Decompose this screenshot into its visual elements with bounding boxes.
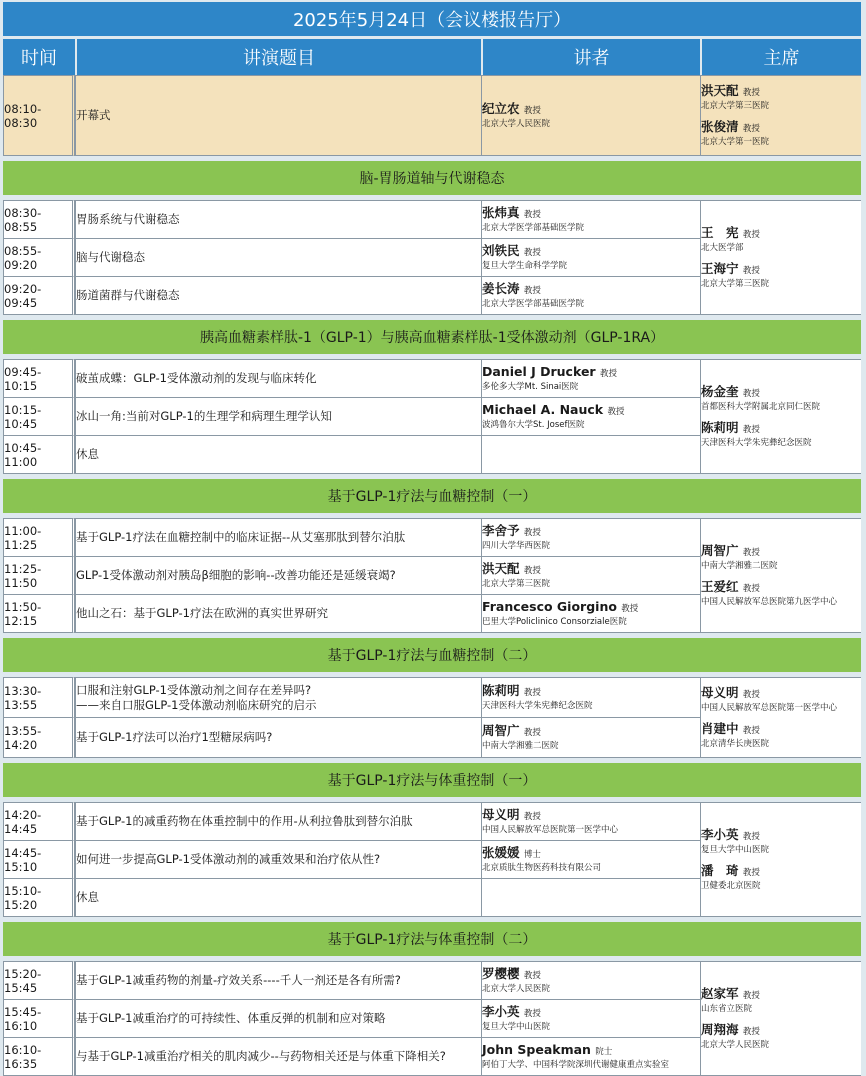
- chair-name-line: [701, 225, 861, 243]
- speaker-title: 博士: [523, 850, 541, 860]
- topic-cell: [75, 1038, 481, 1076]
- chair-affiliation: 中南大学湘雅二医院: [701, 561, 778, 571]
- speaker-name: Daniel J Drucker: [482, 364, 596, 379]
- topic-text: 基于GLP-1减重治疗的可持续性、体重反弹的机制和应对策略: [76, 1011, 386, 1025]
- speaker-name-line: [482, 205, 700, 223]
- speaker-name-line: [482, 1004, 700, 1022]
- topic-cell: [75, 595, 481, 633]
- speaker-title: 教授: [621, 604, 639, 614]
- chair-title: 教授: [742, 832, 760, 842]
- chair-title: 教授: [742, 88, 760, 98]
- chair-entry: [701, 986, 861, 1015]
- topic-text: 基于GLP-1减重药物的剂量-疗效关系----千人一剂还是各有所需?: [76, 973, 401, 987]
- topic-cell: [75, 277, 481, 315]
- speaker-name: 母义明: [482, 807, 520, 822]
- schedule-table: [3, 2, 861, 1076]
- chair-affiliation: 北京大学第三医院: [701, 101, 770, 111]
- chair-cell: [700, 518, 861, 633]
- chair-cell: [700, 677, 861, 758]
- speaker-affiliation: 北京质肽生物医药科技有限公司: [482, 863, 602, 873]
- time-cell: 15:45-16:10: [3, 1000, 75, 1038]
- chair-title: 教授: [742, 868, 760, 878]
- chair-affiliation: 首都医科大学附属北京同仁医院: [701, 402, 821, 412]
- speaker-affiliation: 波鸿鲁尔大学St. Josef医院: [482, 420, 585, 430]
- chair-entry: [701, 420, 861, 449]
- chair-entry: [701, 83, 861, 112]
- speaker-affiliation: 多伦多大学Mt. Sinai医院: [482, 382, 579, 392]
- time-cell: 10:45-11:00: [3, 436, 75, 474]
- time-cell: 11:50-12:15: [3, 595, 75, 633]
- speaker-cell: [481, 436, 700, 474]
- chair-cell: [700, 359, 861, 474]
- speaker-name: 张炜真: [482, 205, 520, 220]
- speaker-affiliation: 天津医科大学朱宪彝纪念医院: [482, 701, 593, 711]
- topic-text: 与基于GLP-1减重治疗相关的肌肉减少--与药物相关还是与体重下降相关?: [76, 1049, 446, 1063]
- topic-cell: [75, 398, 481, 436]
- time-cell: 16:10-16:35: [3, 1038, 75, 1076]
- topic-text: 基于GLP-1疗法可以治疗1型糖尿病吗?: [76, 730, 273, 744]
- speaker-cell: [481, 879, 700, 917]
- speaker-name: 陈莉明: [482, 683, 520, 698]
- speaker-name: 周智广: [482, 723, 520, 738]
- speaker-cell: [481, 802, 700, 841]
- chair-name: 周翔海: [701, 1022, 739, 1037]
- chair-title: 教授: [742, 124, 760, 134]
- time-cell: 11:25-11:50: [3, 557, 75, 595]
- speaker-title: 教授: [523, 286, 541, 296]
- chair-name: 李小英: [701, 827, 739, 842]
- chair-title: 教授: [742, 389, 760, 399]
- speaker-name: 刘铁民: [482, 243, 520, 258]
- speaker-title: 教授: [523, 728, 541, 738]
- section-title: 基于GLP-1疗法与体重控制（一）: [3, 758, 861, 802]
- speaker-name-line: [482, 807, 700, 825]
- chair-name: 张俊清: [701, 119, 739, 134]
- chair-name-line: [701, 1022, 861, 1040]
- speaker-name-line: [482, 683, 700, 701]
- speaker-cell: [481, 677, 700, 718]
- time-cell: 15:20-15:45: [3, 961, 75, 1000]
- speaker-name-line: [482, 845, 700, 863]
- title-row: [3, 2, 861, 36]
- speaker-title: 教授: [523, 210, 541, 220]
- topic-cell: [75, 436, 481, 474]
- speaker-title: 院士: [595, 1047, 613, 1057]
- chair-title: 教授: [742, 548, 760, 558]
- time-cell: 09:20-09:45: [3, 277, 75, 315]
- topic-text: 休息: [76, 890, 99, 904]
- speaker-name-line: [482, 599, 700, 617]
- opening-row: [3, 75, 861, 156]
- chair-name-line: [701, 579, 861, 597]
- speaker-name-line: [482, 101, 700, 119]
- speaker-title: 教授: [599, 369, 617, 379]
- section-title: 基于GLP-1疗法与体重控制（二）: [3, 917, 861, 961]
- chair-entry: [701, 261, 861, 290]
- chair-cell: [700, 961, 861, 1076]
- speaker-title: 教授: [523, 1009, 541, 1019]
- chair-title: 教授: [742, 584, 760, 594]
- chair-affiliation: 北京大学第一医院: [701, 137, 770, 147]
- chair-name: 肖建中: [701, 721, 739, 736]
- chair-affiliation: 北京大学第三医院: [701, 279, 770, 289]
- speaker-cell: [481, 718, 700, 758]
- chair-title: 教授: [742, 991, 760, 1001]
- chair-name-line: [701, 986, 861, 1004]
- topic-text: 胃肠系统与代谢稳态: [76, 212, 180, 226]
- chair-entry: [701, 119, 861, 148]
- chair-cell: [700, 75, 861, 156]
- topic-text: 如何进一步提高GLP-1受体激动剂的减重效果和治疗依从性?: [76, 852, 381, 866]
- time-cell: 08:55-09:20: [3, 239, 75, 277]
- chair-title: 教授: [742, 690, 760, 700]
- speaker-affiliation: 巴里大学Policlinico Consorziale医院: [482, 617, 627, 627]
- topic-cell: [75, 841, 481, 879]
- chair-name: 潘 琦: [701, 863, 739, 878]
- speaker-affiliation: 阿伯丁大学、中国科学院深圳代谢健康重点实验室: [482, 1060, 670, 1070]
- chair-affiliation: 北京大学人民医院: [701, 1040, 770, 1050]
- chair-title: 教授: [742, 726, 760, 736]
- speaker-affiliation: 复旦大学生命科学学院: [482, 261, 568, 271]
- speaker-name-line: [482, 364, 700, 382]
- speaker-title: 教授: [523, 812, 541, 822]
- speaker-name: 李舍予: [482, 523, 520, 538]
- speaker-name-line: [482, 561, 700, 579]
- chair-title: 教授: [742, 425, 760, 435]
- time-cell: 11:00-11:25: [3, 518, 75, 557]
- speaker-cell: [481, 1038, 700, 1076]
- speaker-cell: [481, 518, 700, 557]
- chair-name-line: [701, 863, 861, 881]
- chair-name-line: [701, 721, 861, 739]
- chair-entry: [701, 863, 861, 892]
- chair-name-line: [701, 685, 861, 703]
- speaker-cell: [481, 239, 700, 277]
- chair-title: 教授: [742, 230, 760, 240]
- speaker-cell: [481, 277, 700, 315]
- speaker-cell: [481, 595, 700, 633]
- section-header-row: [3, 917, 861, 961]
- topic-cell: [75, 557, 481, 595]
- time-cell: 14:45-15:10: [3, 841, 75, 879]
- session-row: [3, 200, 861, 239]
- chair-name-line: [701, 420, 861, 438]
- column-header-topic: 讲演题目: [75, 36, 481, 75]
- column-header-row: [3, 36, 861, 75]
- session-row: [3, 961, 861, 1000]
- time-cell: 13:55-14:20: [3, 718, 75, 758]
- speaker-affiliation: 北京大学医学部基础医学院: [482, 299, 585, 309]
- section-header-row: [3, 758, 861, 802]
- chair-name-line: [701, 119, 861, 137]
- section-title: 胰高血糖素样肽-1（GLP-1）与胰高血糖素样肽-1受体激动剂（GLP-1RA）: [3, 315, 861, 359]
- chair-name: 赵家军: [701, 986, 739, 1001]
- speaker-affiliation: 四川大学华西医院: [482, 541, 551, 551]
- topic-cell: [75, 518, 481, 557]
- speaker-cell: [481, 359, 700, 398]
- chair-name-line: [701, 261, 861, 279]
- topic-cell: 开幕式: [75, 75, 481, 156]
- speaker-name: 纪立农: [482, 101, 520, 116]
- speaker-cell: [481, 841, 700, 879]
- topic-text: 肠道菌群与代谢稳态: [76, 288, 180, 302]
- speaker-cell: [481, 75, 700, 156]
- speaker-affiliation: 北京大学第三医院: [482, 579, 551, 589]
- column-header-time: 时间: [3, 36, 75, 75]
- time-cell: 13:30-13:55: [3, 677, 75, 718]
- speaker-title: 教授: [523, 248, 541, 258]
- speaker-name: 洪天配: [482, 561, 520, 576]
- speaker-name-line: [482, 281, 700, 299]
- chair-entry: [701, 543, 861, 572]
- speaker-title: 教授: [523, 566, 541, 576]
- topic-text: 破茧成蝶：GLP-1受体激动剂的发现与临床转化: [76, 371, 317, 385]
- speaker-name: Francesco Giorgino: [482, 599, 617, 614]
- chair-name: 陈莉明: [701, 420, 739, 435]
- speaker-cell: [481, 398, 700, 436]
- topic-text: GLP-1受体激动剂对胰岛β细胞的影响--改善功能还是延缓衰竭?: [76, 568, 396, 582]
- chair-name: 王海宁: [701, 261, 739, 276]
- chair-affiliation: 北京清华长庚医院: [701, 739, 770, 749]
- chair-affiliation: 中国人民解放军总医院第九医学中心: [701, 597, 838, 607]
- chair-name-line: [701, 83, 861, 101]
- section-title: 脑-胃肠道轴与代谢稳态: [3, 156, 861, 200]
- chair-affiliation: 天津医科大学朱宪彝纪念医院: [701, 438, 812, 448]
- session-row: [3, 802, 861, 841]
- chair-title: 教授: [742, 1027, 760, 1037]
- column-header-chair: 主席: [700, 36, 861, 75]
- topic-cell: [75, 802, 481, 841]
- chair-title: 教授: [742, 266, 760, 276]
- speaker-title: 教授: [607, 407, 625, 417]
- chair-name: 母义明: [701, 685, 739, 700]
- speaker-affiliation: 中国人民解放军总医院第一医学中心: [482, 825, 619, 835]
- topic-text: 口服和注射GLP-1受体激动剂之间存在差异吗?: [76, 682, 312, 697]
- session-row: [3, 677, 861, 718]
- chair-entry: [701, 384, 861, 413]
- speaker-name: 姜长涛: [482, 281, 520, 296]
- topic-text: 他山之石：基于GLP-1疗法在欧洲的真实世界研究: [76, 606, 328, 620]
- section-header-row: [3, 315, 861, 359]
- speaker-name-line: [482, 523, 700, 541]
- chair-entry: [701, 225, 861, 254]
- topic-cell: [75, 1000, 481, 1038]
- topic-text: 冰山一角:当前对GLP-1的生理学和病理生理学认知: [76, 409, 332, 423]
- speaker-cell: [481, 200, 700, 239]
- section-title: 基于GLP-1疗法与血糖控制（一）: [3, 474, 861, 518]
- chair-entry: [701, 1022, 861, 1051]
- chair-name: 杨金奎: [701, 384, 739, 399]
- chair-affiliation: 复旦大学中山医院: [701, 845, 770, 855]
- speaker-name: 张媛媛: [482, 845, 520, 860]
- session-row: [3, 518, 861, 557]
- chair-entry: [701, 685, 861, 714]
- topic-cell: [75, 239, 481, 277]
- speaker-name-line: [482, 966, 700, 984]
- speaker-affiliation: 北京大学医学部基础医学院: [482, 223, 585, 233]
- chair-affiliation: 中国人民解放军总医院第一医学中心: [701, 703, 838, 713]
- chair-cell: [700, 200, 861, 315]
- chair-name-line: [701, 384, 861, 402]
- speaker-name-line: [482, 723, 700, 741]
- speaker-name: 罗樱樱: [482, 966, 520, 981]
- chair-cell: [700, 802, 861, 917]
- speaker-affiliation: 北京大学人民医院: [482, 119, 551, 129]
- section-header-row: [3, 156, 861, 200]
- speaker-cell: [481, 1000, 700, 1038]
- time-cell: 15:10-15:20: [3, 879, 75, 917]
- speaker-title: 教授: [523, 971, 541, 981]
- time-cell: 09:45-10:15: [3, 359, 75, 398]
- chair-affiliation: 卫健委北京医院: [701, 881, 761, 891]
- session-row: [3, 359, 861, 398]
- speaker-affiliation: 北京大学人民医院: [482, 984, 551, 994]
- speaker-cell: [481, 557, 700, 595]
- chair-entry: [701, 827, 861, 856]
- time-cell: 08:10-08:30: [3, 75, 75, 156]
- chair-name: 周智广: [701, 543, 739, 558]
- speaker-affiliation: 复旦大学中山医院: [482, 1022, 551, 1032]
- speaker-title: 教授: [523, 688, 541, 698]
- schedule-body: [3, 2, 861, 1076]
- topic-subtext: ——来自口服GLP-1受体激动剂临床研究的启示: [76, 697, 317, 712]
- page-title: 2025年5月24日（会议楼报告厅）: [3, 2, 861, 36]
- speaker-name-line: [482, 402, 700, 420]
- topic-cell: [75, 718, 481, 758]
- speaker-cell: [481, 961, 700, 1000]
- topic-cell: [75, 359, 481, 398]
- topic-cell: [75, 200, 481, 239]
- speaker-name-line: [482, 1042, 700, 1060]
- speaker-title: 教授: [523, 106, 541, 116]
- section-title: 基于GLP-1疗法与血糖控制（二）: [3, 633, 861, 677]
- topic-text: 脑与代谢稳态: [76, 250, 145, 264]
- topic-text: 基于GLP-1疗法在血糖控制中的临床证据--从艾塞那肽到替尔泊肽: [76, 530, 406, 544]
- topic-cell: [75, 879, 481, 917]
- chair-name-line: [701, 543, 861, 561]
- chair-name: 王 宪: [701, 225, 739, 240]
- chair-name-line: [701, 827, 861, 845]
- chair-name: 洪天配: [701, 83, 739, 98]
- chair-entry: [701, 721, 861, 750]
- chair-affiliation: 山东省立医院: [701, 1004, 753, 1014]
- speaker-name: John Speakman: [482, 1042, 591, 1057]
- speaker-name-line: [482, 243, 700, 261]
- time-cell: 14:20-14:45: [3, 802, 75, 841]
- speaker-name: Michael A. Nauck: [482, 402, 604, 417]
- topic-text: 休息: [76, 447, 99, 461]
- speaker-affiliation: 中南大学湘雅二医院: [482, 741, 559, 751]
- speaker-title: 教授: [523, 528, 541, 538]
- chair-entry: [701, 579, 861, 608]
- topic-cell: [75, 677, 481, 718]
- column-header-speaker: 讲者: [481, 36, 700, 75]
- time-cell: 08:30-08:55: [3, 200, 75, 239]
- chair-name: 王爱红: [701, 579, 739, 594]
- section-header-row: [3, 474, 861, 518]
- speaker-name: 李小英: [482, 1004, 520, 1019]
- chair-affiliation: 北大医学部: [701, 243, 744, 253]
- topic-cell: [75, 961, 481, 1000]
- section-header-row: [3, 633, 861, 677]
- topic-text: 基于GLP-1的减重药物在体重控制中的作用-从利拉鲁肽到替尔泊肽: [76, 814, 413, 828]
- time-cell: 10:15-10:45: [3, 398, 75, 436]
